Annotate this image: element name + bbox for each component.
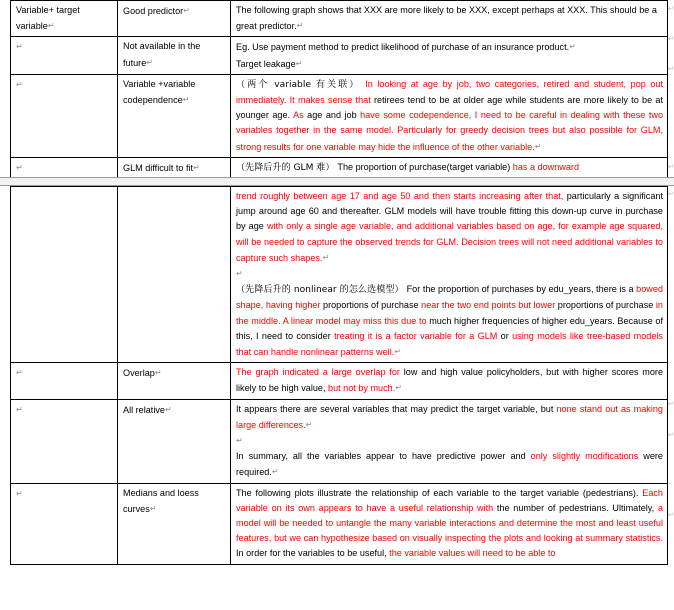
cell-text: Overlap↵ xyxy=(123,368,162,379)
row-allrelative-col-issue[interactable] xyxy=(118,399,231,483)
cell-text: trend roughly between age 17 and age 50 and then starts increasing after that, particularly a significant jump around age 60 and thereafter. GLM models will have trouble fitting this down-up curve in purchase by age with only a single age variable, and additional variables based on age, for example age squared, will be needed to capture the observed trends for GLM. Decision trees will not need additional variables to capture such shapes.↵ xyxy=(236,191,663,263)
cell-text: （两个 variable 有关联） In looking at age by job, two categories, retired and student, pop out immediately. It makes sense that retirees tend to be at older age while students are more likely to be at younger age. As age and job have some codependence, I need to be careful in dealing with these two variables together in the same model. Particularly for greedy decision trees but also possible for GLM, strong results for one variable may hide the influence of the other variable.↵ xyxy=(236,78,663,152)
pilcrow-icon: ↵ xyxy=(16,42,23,52)
cell-text xyxy=(16,39,113,55)
table-row xyxy=(11,399,668,483)
cell-text: Not available in the future↵ xyxy=(123,41,201,68)
cell-text: The following graph shows that XXX are more likely to be XXX, except perhaps at XXX. This should be a great predictor.↵ xyxy=(236,5,657,32)
table-row xyxy=(11,37,668,74)
row-1-col-description[interactable] xyxy=(231,37,668,74)
cell-text: Good predictor↵ xyxy=(123,6,190,16)
table-body-bottom xyxy=(11,187,668,565)
pilcrow-icon: ↵ xyxy=(305,419,313,429)
row-overlap-col-description[interactable] xyxy=(231,363,668,399)
cell-text: Target leakage↵ xyxy=(236,58,303,69)
row-2-col-description[interactable] xyxy=(231,74,668,157)
pilcrow-icon: ↵ xyxy=(16,368,23,378)
pilcrow-icon: ↵ xyxy=(146,57,153,67)
pilcrow-icon: ↵ xyxy=(164,404,172,414)
continuation-col-variable[interactable] xyxy=(11,187,118,363)
row-2-col-issue[interactable] xyxy=(118,74,231,157)
table-row xyxy=(11,1,668,37)
row-marker-icon: ↵ xyxy=(668,432,674,439)
pilcrow-icon: ↵ xyxy=(296,21,304,31)
cell-text: （先降后升的 nonlinear 的怎么选模型） For the proportion of purchases by edu_years, there is a bowed shape, having higher proportions of purchase near the two end points but lower proportions of purchase in the middle. A linear model may miss this due to much higher frequencies of higher edu_years. Because of this, I need to consider treating it is a factor variable for a GLM or using models like tree-based models that can handle nonlinear patterns well.↵ xyxy=(236,284,664,358)
row-medians-col-issue[interactable] xyxy=(118,483,231,564)
cell-text: Eg. Use payment method to predict likelihood of purchase of an insurance product.↵ xyxy=(236,42,576,53)
row-marker-icon: ↵ xyxy=(668,164,674,171)
row-medians-col-description[interactable] xyxy=(231,483,668,564)
cell-text xyxy=(16,402,113,418)
row-3-col-variable[interactable] xyxy=(11,157,118,178)
row-allrelative-col-variable[interactable] xyxy=(11,399,118,483)
notes-table xyxy=(10,0,668,179)
row-2-col-variable[interactable] xyxy=(11,74,118,157)
row-allrelative-col-description[interactable] xyxy=(231,399,668,483)
row-overlap-col-issue[interactable] xyxy=(118,363,231,399)
cell-text: GLM difficult to fit↵ xyxy=(123,162,200,173)
pilcrow-icon: ↵ xyxy=(394,347,401,357)
pilcrow-icon: ↵ xyxy=(193,162,200,172)
continuation-col-description[interactable] xyxy=(231,187,668,363)
row-marker-icon: ↵ xyxy=(668,6,674,13)
pilcrow-icon: ↵ xyxy=(183,6,190,15)
pilcrow-icon: ↵ xyxy=(16,488,23,498)
cell-text: In summary, all the variables appear to have predictive power and only slightly modifications were required.↵ xyxy=(236,451,663,478)
pilcrow-icon: ↵ xyxy=(271,467,279,477)
table-row xyxy=(11,483,668,564)
pilcrow-icon: ↵ xyxy=(322,252,330,262)
cell-text: The graph indicated a large overlap for low and high value policyholders, but with higher scores more likely to be high value, but not by much.↵ xyxy=(236,367,664,394)
row-1-col-issue[interactable] xyxy=(118,37,231,74)
table-segment-top xyxy=(0,0,674,179)
pilcrow-icon: ↵ xyxy=(154,368,162,378)
cell-text: Variable+ target variable↵ xyxy=(16,5,80,32)
pilcrow-icon: ↵ xyxy=(395,383,402,393)
cell-text: （先降后升的 GLM 难） The proportion of purchase(target variable) has a downward xyxy=(236,161,580,173)
cell-text: It appears there are several variables that may predict the target variable, but none stand out as making large differences.↵ xyxy=(236,403,663,430)
cell-text: All relative↵ xyxy=(123,404,172,415)
cell-text xyxy=(16,486,113,502)
table-row xyxy=(11,363,668,399)
row-overlap-col-variable[interactable] xyxy=(11,363,118,399)
pilcrow-icon: ↵ xyxy=(16,79,23,89)
table-segment-bottom xyxy=(0,186,674,565)
pilcrow-icon: ↵ xyxy=(16,162,23,172)
row-1-col-variable[interactable] xyxy=(11,37,118,74)
cell-text: The following plots illustrate the relationship of each variable to the target variable (pedestrians). Each variable on its own appears to have a useful relationship with the number of pedestrians. Ultimately, a model will be needed to untangle the many variable interactions and determine the most and least useful features, but we can hypothesize based on visually inspecting the plots and looking at summary statistics. In order for the variables to be useful, the variable values will need to be able to xyxy=(236,487,663,559)
row-marker-icon: ↵ xyxy=(668,512,674,519)
table-row xyxy=(11,157,668,178)
pilcrow-icon: ↵ xyxy=(534,141,542,151)
row-0-col-variable[interactable] xyxy=(11,1,118,37)
table-body-top xyxy=(11,1,668,179)
cell-text xyxy=(16,77,113,93)
pilcrow-icon: ↵ xyxy=(149,503,157,513)
row-medians-col-variable[interactable] xyxy=(11,483,118,564)
table-row-continuation xyxy=(11,187,668,363)
row-marker-icon: ↵ xyxy=(668,36,674,43)
row-marker-icon: ↵ xyxy=(668,401,674,408)
pilcrow-icon: ↵ xyxy=(569,42,576,52)
cell-text-empty xyxy=(236,433,663,449)
row-0-col-issue[interactable] xyxy=(118,1,231,37)
row-0-col-description[interactable] xyxy=(231,1,668,37)
cell-text: Variable +variable codependence↵ xyxy=(123,78,196,106)
cell-text xyxy=(16,160,113,176)
cell-text: Medians and loess curves↵ xyxy=(123,487,199,514)
table-row xyxy=(11,74,668,157)
row-marker-icon: ↵ xyxy=(668,191,674,198)
pilcrow-icon: ↵ xyxy=(47,21,55,31)
pilcrow-icon: ↵ xyxy=(236,269,243,279)
cell-text xyxy=(16,365,113,381)
pilcrow-icon: ↵ xyxy=(182,95,190,105)
page-break-separator xyxy=(0,177,674,186)
row-3-col-description[interactable] xyxy=(231,157,668,178)
pilcrow-icon: ↵ xyxy=(16,404,23,414)
row-marker-icon: ↵ xyxy=(668,66,674,73)
cell-text-empty xyxy=(236,266,663,282)
pilcrow-icon: ↵ xyxy=(236,436,243,446)
notes-table-continued xyxy=(10,186,668,565)
pilcrow-icon: ↵ xyxy=(295,58,303,68)
row-3-col-issue[interactable] xyxy=(118,157,231,178)
continuation-col-issue[interactable] xyxy=(118,187,231,363)
